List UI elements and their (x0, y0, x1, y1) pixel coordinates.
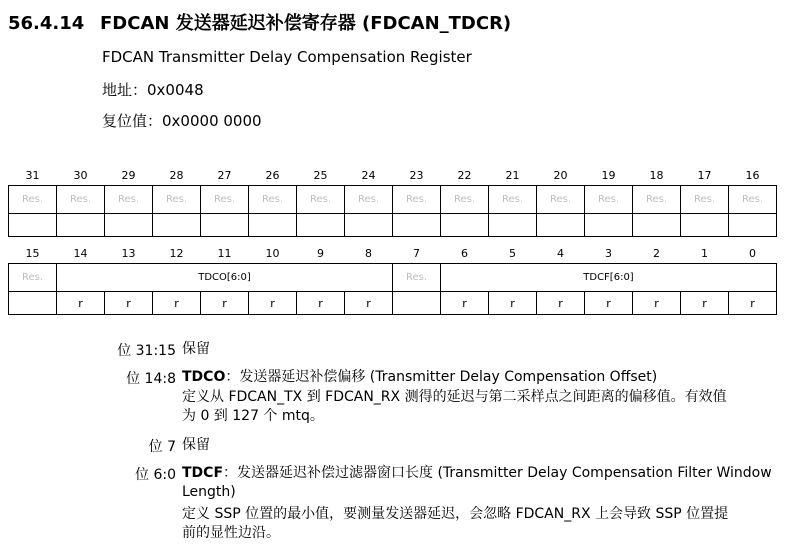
access-type (249, 214, 297, 237)
bit-number: 9 (317, 247, 324, 260)
reserved-field: Res. (57, 186, 105, 214)
access-type: r (489, 292, 537, 315)
bit-number: 29 (121, 169, 136, 182)
bit-number: 25 (313, 169, 328, 182)
bit-number: 30 (73, 169, 88, 182)
access-type: r (249, 292, 297, 315)
bit-number: 8 (365, 247, 372, 260)
desc-bits31-15-text: 保留 (182, 341, 210, 357)
access-type (729, 214, 777, 237)
bit-number: 18 (649, 169, 664, 182)
bit-range-label: 位 14:8 (126, 371, 176, 387)
reserved-field: Res. (153, 186, 201, 214)
reserved-field: Res. (9, 264, 57, 292)
access-type (393, 292, 441, 315)
bit-number: 23 (409, 169, 424, 182)
bit-number: 7 (413, 247, 420, 260)
field-name: TDCF (182, 465, 224, 481)
field-title: ：发送器延迟补偿过滤器窗口长度 (Transmitter Delay Compensation Filter Window (223, 465, 772, 481)
access-type (681, 214, 729, 237)
access-type (393, 214, 441, 237)
reserved-field: Res. (393, 186, 441, 214)
reserved-field: Res. (9, 186, 57, 214)
bit-number: 10 (265, 247, 280, 260)
reset-line (102, 110, 262, 131)
reserved-field: Res. (345, 186, 393, 214)
address-value: 0x0048 (147, 81, 204, 99)
desc-bits14-8-line1: 定义从 FDCAN_TX 到 FDCAN_RX 测得的延迟与第二采样点之间距离的偏移值。有效值 (182, 389, 727, 405)
access-type: r (633, 292, 681, 315)
desc-bits6-0-line1: 定义 SSP 位置的最小值，要测量发送器延迟，会忽略 FDCAN_RX 上会导致 SSP 位置提 (182, 506, 729, 522)
bit-number: 26 (265, 169, 280, 182)
desc-bits6-0-title (182, 464, 772, 483)
reset-value: 0x0000 0000 (162, 112, 262, 130)
bit-number: 31 (25, 169, 40, 182)
bit-number-row (9, 158, 777, 186)
bit-number: 11 (217, 247, 232, 260)
field-name: TDCO (182, 369, 226, 385)
bit-number: 12 (169, 247, 184, 260)
bit-number: 0 (749, 247, 756, 260)
section-heading (8, 9, 511, 35)
access-type: r (681, 292, 729, 315)
bit-number: 24 (361, 169, 376, 182)
bit-number: 14 (73, 247, 88, 260)
reserved-field: Res. (201, 186, 249, 214)
reserved-field: Res. (393, 264, 441, 292)
access-type (105, 214, 153, 237)
register-table-upper (8, 158, 777, 237)
bit-number: 1 (701, 247, 708, 260)
reserved-field: Res. (249, 186, 297, 214)
access-type: r (537, 292, 585, 315)
desc-bits14-8 (0, 368, 176, 388)
access-type (201, 214, 249, 237)
access-row (9, 214, 777, 237)
bit-number-row (9, 236, 777, 264)
bit-range-label: 位 6:0 (135, 467, 176, 483)
access-type (537, 214, 585, 237)
bit-number: 27 (217, 169, 232, 182)
address-label: 地址： (102, 81, 148, 99)
register-table-lower (8, 236, 777, 315)
reserved-field: Res. (441, 186, 489, 214)
reserved-field: Res. (489, 186, 537, 214)
access-type (585, 214, 633, 237)
reserved-field: Res. (537, 186, 585, 214)
reserved-field: Res. (681, 186, 729, 214)
access-type: r (201, 292, 249, 315)
desc-bits31-15 (0, 340, 176, 360)
bit-range-label: 位 7 (148, 439, 176, 455)
access-type: r (729, 292, 777, 315)
bit-number: 22 (457, 169, 472, 182)
reserved-field: Res. (297, 186, 345, 214)
bit-range-label: 位 31:15 (117, 343, 176, 359)
reset-label: 复位值： (102, 112, 163, 130)
access-type (489, 214, 537, 237)
access-type: r (585, 292, 633, 315)
desc-bits6-0 (0, 464, 176, 484)
access-type (9, 292, 57, 315)
access-type: r (153, 292, 201, 315)
reserved-field: Res. (729, 186, 777, 214)
field-row (9, 264, 777, 292)
access-type: r (105, 292, 153, 315)
access-type (633, 214, 681, 237)
access-type: r (297, 292, 345, 315)
access-type: r (345, 292, 393, 315)
bit-number: 5 (509, 247, 516, 260)
field-title: ：发送器延迟补偿偏移 (Transmitter Delay Compensation Offset) (225, 369, 658, 385)
access-row (9, 292, 777, 315)
access-type (297, 214, 345, 237)
desc-bits14-8-line2: 为 0 到 127 个 mtq。 (182, 408, 324, 424)
bit-number: 3 (605, 247, 612, 260)
desc-bits6-0-line2: 前的显性边沿。 (182, 525, 280, 541)
register-field: TDCO[6:0] (57, 264, 393, 292)
register-field: TDCF[6:0] (441, 264, 777, 292)
bit-number: 20 (553, 169, 568, 182)
bit-number: 19 (601, 169, 616, 182)
bit-number: 15 (25, 247, 40, 260)
address-line (102, 79, 204, 100)
bit-number: 28 (169, 169, 184, 182)
bit-number: 2 (653, 247, 660, 260)
bit-number: 13 (121, 247, 136, 260)
bit-number: 21 (505, 169, 520, 182)
section-title: FDCAN 发送器延迟补偿寄存器 (FDCAN_TDCR) (100, 13, 512, 34)
register-subtitle: FDCAN Transmitter Delay Compensation Register (102, 48, 472, 66)
bit-number: 16 (745, 169, 760, 182)
desc-bits14-8-title (182, 368, 657, 387)
access-type (441, 214, 489, 237)
section-number: 56.4.14 (8, 13, 85, 34)
access-type (9, 214, 57, 237)
reserved-field: Res. (585, 186, 633, 214)
bit-number: 4 (557, 247, 564, 260)
desc-bit7-text: 保留 (182, 437, 210, 453)
access-type: r (57, 292, 105, 315)
access-type (153, 214, 201, 237)
field-row (9, 186, 777, 214)
desc-bit7 (0, 436, 176, 456)
access-type (57, 214, 105, 237)
access-type: r (441, 292, 489, 315)
desc-bits6-0-title2: Length) (182, 484, 236, 500)
access-type (345, 214, 393, 237)
reserved-field: Res. (633, 186, 681, 214)
bit-number: 17 (697, 169, 712, 182)
bit-number: 6 (461, 247, 468, 260)
reserved-field: Res. (105, 186, 153, 214)
